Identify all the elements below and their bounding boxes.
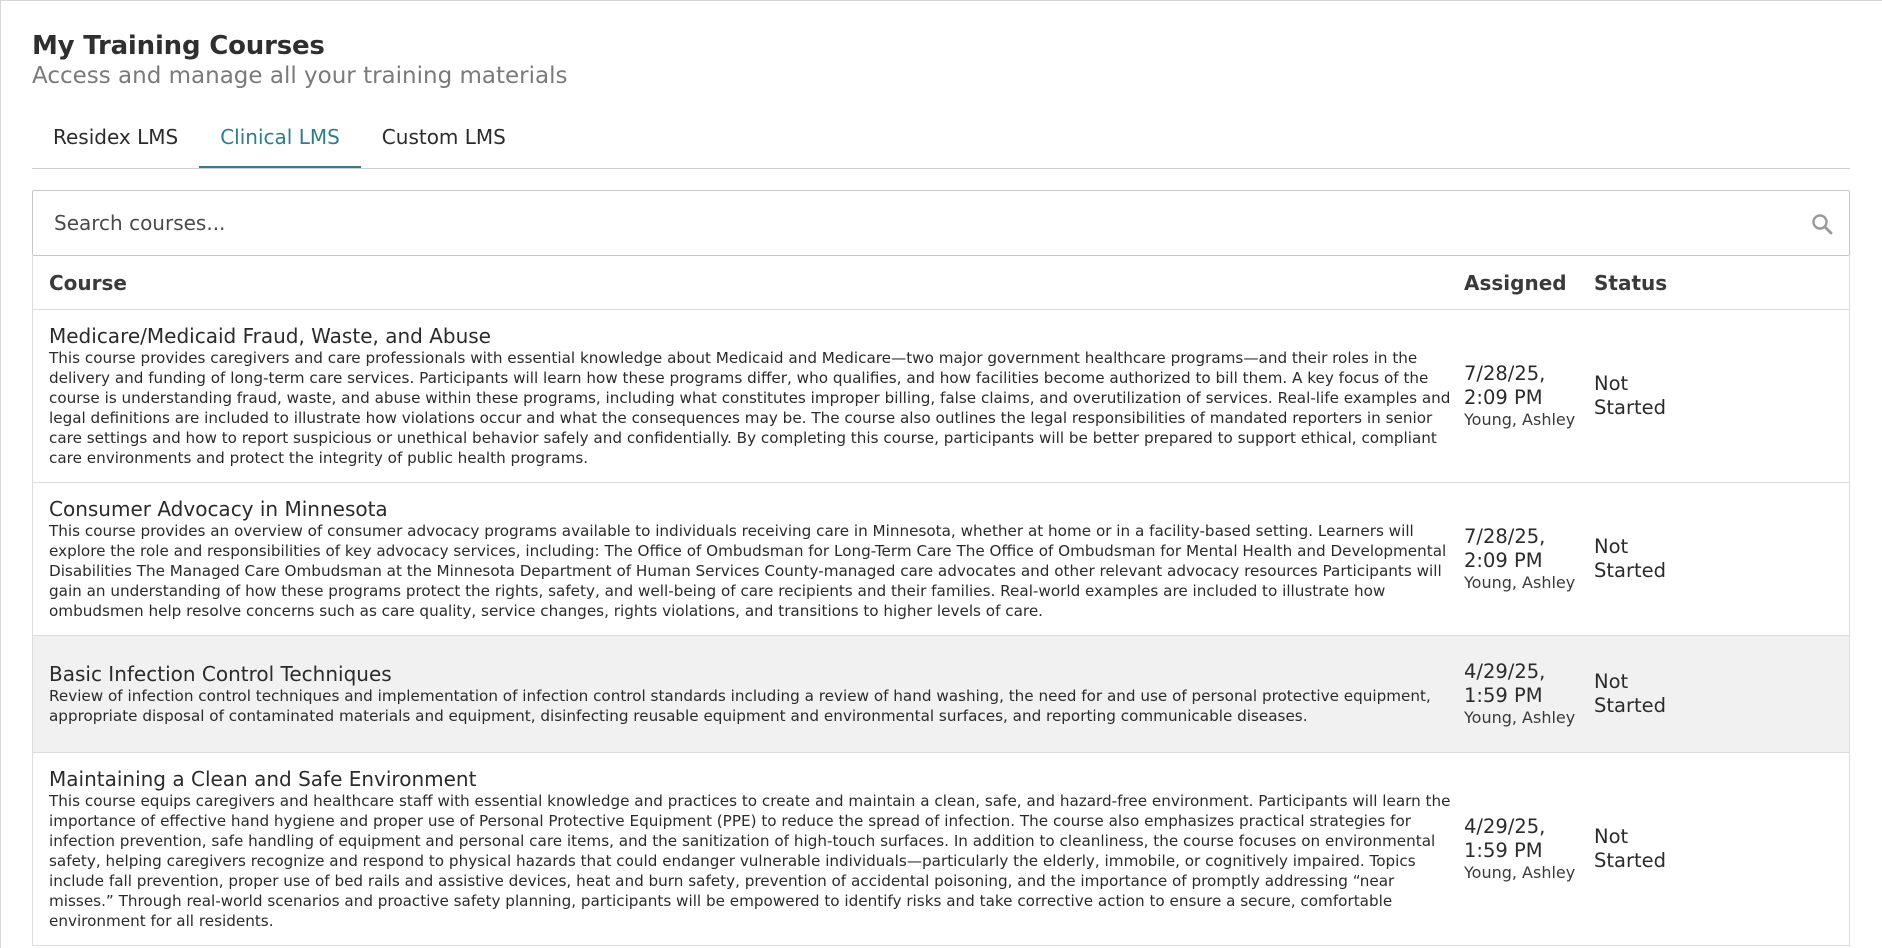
status-cell	[1594, 535, 1849, 583]
table-row[interactable]	[33, 636, 1849, 753]
lms-tabs	[32, 117, 1850, 169]
assigned-date: 7/28/25, 2:09 PM	[1464, 525, 1546, 572]
course-description: This course equips caregivers and healthcare staff with essential knowledge and practices to create and maintain a clean, safe, and hazard-free environment. Participants will learn the importance of effective hand hygiene and proper use of Personal Protective Equipment (PPE) to reduce the spread of infection. The course also emphasizes practical strategies for infection prevention, safe handling of equipment and personal care items, and the sanitization of high-touch surfaces. In addition to cleanliness, the course focuses on environmental safety, helping caregivers recognize and respond to physical hazards that could endanger vulnerable individuals—particularly the elderly, immobile, or cognitively impaired. Topics include fall prevention, proper use of bed rails and assistive devices, heat and burn safety, prevention of accidental poisoning, and the importance of promptly addressing “near misses.” Through real-world scenarios and proactive safety planning, participants will be empowered to identify risks and take corrective action to ensure a secure, comfortable environment for all residents.	[49, 792, 1451, 930]
page-subtitle: Access and manage all your training materials	[32, 63, 568, 89]
status-text: Not Started	[1594, 535, 1667, 582]
assigned-cell	[1464, 362, 1594, 430]
assigned-by: Young, Ashley	[1464, 863, 1576, 882]
status-text: Not Started	[1594, 372, 1667, 419]
course-description: Review of infection control techniques and implementation of infection control standards including a review of hand washing, the need for and use of personal protective equipment, appropriate disposal of contaminated materials and equipment, disinfecting reusable equipment and environmental surfaces, and reporting communicable diseases.	[49, 687, 1431, 725]
search-box	[32, 190, 1850, 256]
assigned-by: Young, Ashley	[1464, 708, 1576, 727]
assigned-cell	[1464, 525, 1594, 593]
course-description: This course provides an overview of consumer advocacy programs available to individuals receiving care in Minnesota, whether at home or in a facility-based setting. Learners will explore the role and responsibilities of key advocacy services, including: The Office of Ombudsman for Long-Term Care The Office of Ombudsman for Mental Health and Developmental Disabilities The Managed Care Ombudsman at the Minnesota Department of Human Services County-managed care advocates and other relevant advocacy resources Participants will gain an understanding of how these programs protect the rights, safety, and well-being of care recipients and their families. Real-world examples are included to illustrate how ombudsmen help resolve concerns such as care quality, service changes, rights violations, and transitions to higher levels of care.	[49, 522, 1447, 620]
column-header-course[interactable]: Course	[49, 270, 127, 295]
tab-custom-lms[interactable]: Custom LMS	[381, 125, 506, 149]
assigned-date: 4/29/25, 1:59 PM	[1464, 815, 1546, 862]
assigned-cell	[1464, 660, 1594, 728]
assigned-cell	[1464, 815, 1594, 883]
table-row[interactable]	[33, 483, 1849, 636]
course-cell	[33, 650, 1464, 738]
course-description: This course provides caregivers and care professionals with essential knowledge about Medicaid and Medicare—two major government healthcare programs—and their roles in the delivery and funding of long-term care services. Participants will learn how these programs differ, who qualifies, and how facilities become authorized to bill them. A key focus of the course is understanding fraud, waste, and abuse within these programs, including what constitutes improper billing, false claims, and overutilization of services. Real-life examples and legal definitions are included to illustrate how violations occur and what the consequences may be. The course also outlines the legal responsibilities of mandated reporters in senior care settings and how to report suspicious or unethical behavior safely and confidentially. By completing this course, participants will be better prepared to support ethical, compliant care environments and protect the integrity of public health programs.	[49, 349, 1451, 467]
assigned-by: Young, Ashley	[1464, 410, 1576, 429]
course-cell	[33, 755, 1464, 943]
assigned-date: 4/29/25, 1:59 PM	[1464, 660, 1546, 707]
tab-residex-lms[interactable]: Residex LMS	[53, 125, 179, 149]
table-row[interactable]	[33, 310, 1849, 483]
course-cell	[33, 312, 1464, 480]
status-cell	[1594, 372, 1849, 420]
course-title[interactable]: Basic Infection Control Techniques	[49, 662, 392, 686]
search-icon[interactable]	[1811, 213, 1833, 235]
column-header-assigned[interactable]: Assigned	[1464, 270, 1567, 295]
course-title[interactable]: Maintaining a Clean and Safe Environment	[49, 767, 477, 791]
courses-table	[32, 256, 1850, 946]
course-title[interactable]: Medicare/Medicaid Fraud, Waste, and Abuse	[49, 324, 491, 348]
course-cell	[33, 485, 1464, 633]
status-text: Not Started	[1594, 670, 1667, 717]
search-input[interactable]	[33, 193, 1773, 253]
status-cell	[1594, 670, 1849, 718]
assigned-date: 7/28/25, 2:09 PM	[1464, 362, 1546, 409]
tab-clinical-lms[interactable]: Clinical LMS	[199, 117, 361, 168]
table-header	[33, 256, 1849, 310]
assigned-by: Young, Ashley	[1464, 573, 1576, 592]
course-title[interactable]: Consumer Advocacy in Minnesota	[49, 497, 388, 521]
page-title: My Training Courses	[32, 31, 325, 61]
column-header-status[interactable]: Status	[1594, 270, 1668, 295]
status-cell	[1594, 825, 1849, 873]
status-text: Not Started	[1594, 825, 1667, 872]
table-row[interactable]	[33, 753, 1849, 946]
